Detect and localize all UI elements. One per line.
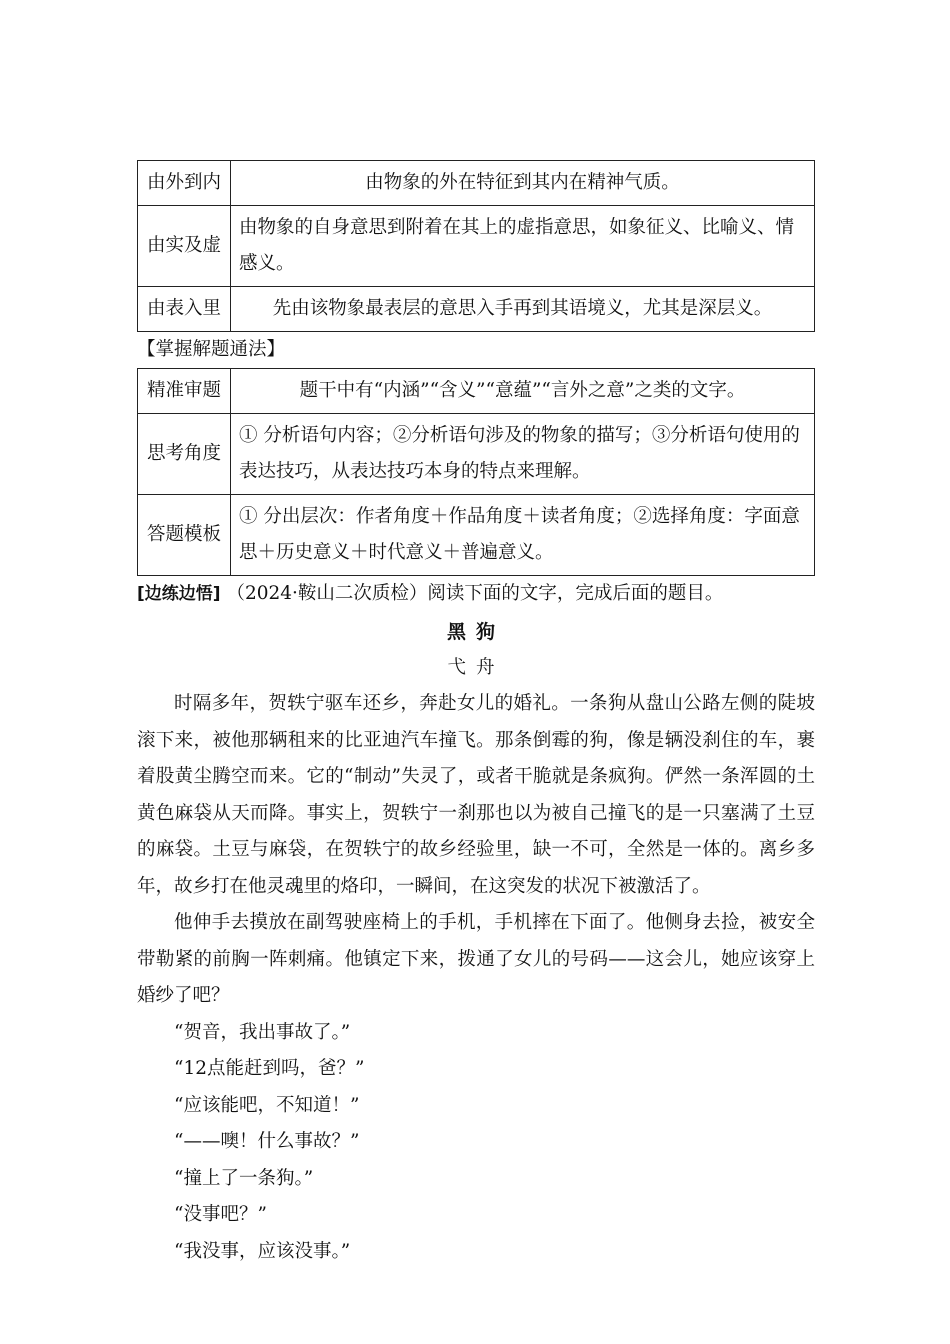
table-row bbox=[138, 369, 815, 414]
row-label: 精准审题 bbox=[138, 369, 231, 414]
dialogue-line: “没事吧？” bbox=[174, 1204, 267, 1225]
dialogue-line: “应该能吧，不知道！” bbox=[174, 1094, 360, 1116]
table-row bbox=[138, 287, 815, 332]
table-row bbox=[138, 495, 815, 576]
row-text: 先由该物象最表层的意思入手再到其语境义，尤其是深层义。 bbox=[231, 287, 815, 332]
row-label: 由外到内 bbox=[138, 161, 231, 206]
practice-source: （2024·鞍山二次质检） bbox=[226, 583, 428, 604]
row-text: ① 分出层次：作者角度＋作品角度＋读者角度；②选择角度：字面意思＋历史意义＋时代意义＋普遍意义。 bbox=[231, 495, 815, 576]
practice-line bbox=[137, 576, 815, 612]
practice-instruction: 阅读下面的文字，完成后面的题目。 bbox=[427, 583, 724, 604]
row-label: 由表入里 bbox=[138, 287, 231, 332]
row-text: 由物象的外在特征到其内在精神气质。 bbox=[231, 161, 815, 206]
row-label: 思考角度 bbox=[138, 414, 231, 495]
dialogue-line: “12点能赶到吗，爸？” bbox=[174, 1058, 365, 1079]
dialogue-line: “贺音，我出事故了。” bbox=[174, 1021, 351, 1043]
dialogue-line: “——噢！什么事故？” bbox=[174, 1131, 360, 1152]
article-paragraph: 他伸手去摸放在副驾驶座椅上的手机，手机摔在下面了。他侧身去捡，被安全带勒紧的前胸一阵刺痛。他镇定下来，拨通了女儿的号码——这会儿，她应该穿上婚纱了吧？ bbox=[137, 912, 815, 1006]
practice-tag: [边练边悟] bbox=[137, 584, 221, 604]
dialogue-line: “我没事，应该没事。” bbox=[174, 1240, 351, 1262]
table-row bbox=[138, 414, 815, 495]
article-author: 弋舟 bbox=[447, 657, 505, 678]
section-heading: 【掌握解题通法】 bbox=[137, 339, 286, 360]
table-row bbox=[138, 161, 815, 206]
row-text: ① 分析语句内容；②分析语句涉及的物象的描写；③分析语句使用的表达技巧，从表达技巧本身的特点来理解。 bbox=[231, 414, 815, 495]
row-text: 由物象的自身意思到附着在其上的虚指意思，如象征义、比喻义、情感义。 bbox=[231, 206, 815, 287]
article-paragraph: 时隔多年，贺轶宁驱车还乡，奔赴女儿的婚礼。一条狗从盘山公路左侧的陡坡滚下来，被他那辆租来的比亚迪汽车撞飞。那条倒霉的狗，像是辆没刹住的车，裹着股黄尘腾空而来。它的“制动”失灵了，或者干脆就是条疯狗。俨然一条浑圆的土黄色麻袋从天而降。事实上，贺轶宁一刹那也以为被自己撞飞的是一只塞满了土豆的麻袋。土豆与麻袋，在贺轶宁的故乡经验里，缺一不可，全然是一体的。离乡多年，故乡打在他灵魂里的烙印，一瞬间，在这突发的状况下被激活了。 bbox=[137, 693, 815, 897]
dialogue-line: “撞上了一条狗。” bbox=[174, 1167, 314, 1189]
row-label: 答题模板 bbox=[138, 495, 231, 576]
method-table bbox=[137, 160, 815, 332]
row-label: 由实及虚 bbox=[138, 206, 231, 287]
page-content bbox=[137, 160, 815, 1270]
row-text: 题干中有“内涵”“含义”“意蕴”“言外之意”之类的文字。 bbox=[231, 369, 815, 414]
solving-method-table bbox=[137, 368, 815, 576]
article-title: 黑狗 bbox=[446, 621, 505, 643]
table-row bbox=[138, 206, 815, 287]
